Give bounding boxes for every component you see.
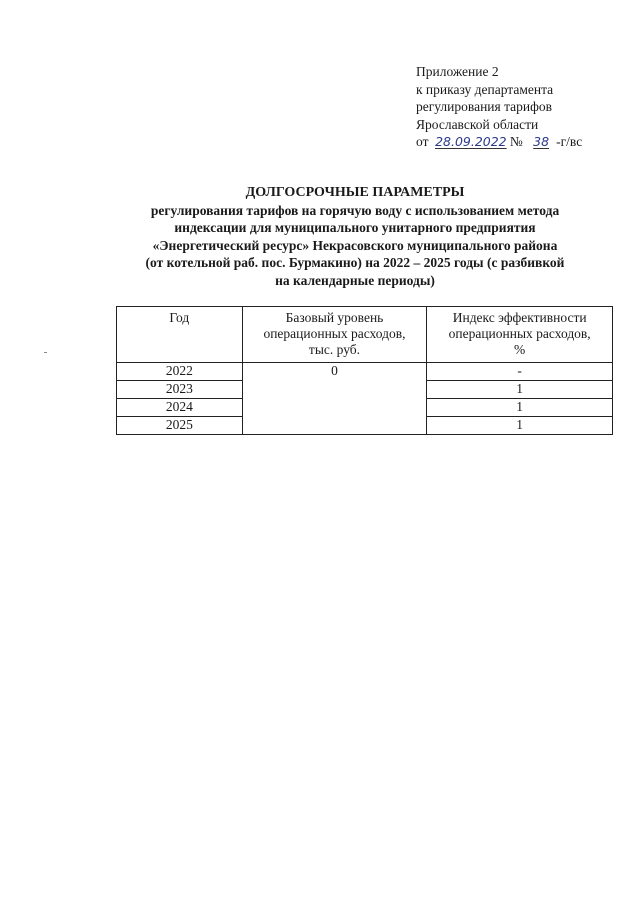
appendix-line-2: к приказу департамента <box>416 81 554 97</box>
title-line-4: (от котельной раб. пос. Бурмакино) на 2022 – 2025 годы (с разбивкой <box>145 255 565 270</box>
handwritten-date: 28.09.2022 <box>435 134 507 149</box>
from-prefix: от <box>416 134 429 149</box>
header-efficiency-index <box>427 307 613 363</box>
title-line-2: индексации для муниципального унитарного предприятия <box>174 220 536 235</box>
header-base-level <box>242 307 427 363</box>
parameters-table <box>116 306 613 435</box>
index-cell: - <box>427 363 613 381</box>
table-row <box>117 363 613 381</box>
scan-speck <box>44 352 47 353</box>
header-base-level-line-3: тыс. руб. <box>308 342 361 357</box>
header-efficiency-line-1: Индекс эффективности <box>452 310 587 325</box>
appendix-line-1: Приложение 2 <box>416 64 499 79</box>
header-year <box>117 307 243 363</box>
title-line-3: «Энергетический ресурс» Некрасовского муниципального района <box>152 237 558 253</box>
appendix-line-4: Ярославской области <box>416 116 539 132</box>
header-year-text: Год <box>169 310 190 325</box>
appendix-header <box>416 63 626 151</box>
table-header-row <box>117 307 613 363</box>
appendix-line-3: регулирования тарифов <box>416 99 553 114</box>
title-line-1: регулирования тарифов на горячую воду с использованием метода <box>150 202 560 218</box>
year-cell: 2024 <box>117 399 243 417</box>
header-base-level-line-2: операционных расходов, <box>263 326 406 341</box>
header-efficiency-line-2: операционных расходов, <box>448 326 591 341</box>
header-efficiency-line-3: % <box>514 342 526 357</box>
title-line-5: на календарные периоды) <box>275 272 435 288</box>
base-level-cell: 0 <box>242 363 427 435</box>
handwritten-number: 38 <box>533 134 550 149</box>
year-cell: 2023 <box>117 381 243 399</box>
year-cell: 2025 <box>117 417 243 435</box>
number-sign: № <box>509 134 523 149</box>
appendix-order-line <box>416 133 626 151</box>
number-suffix: -г/вс <box>556 134 583 149</box>
index-cell: 1 <box>427 399 613 417</box>
document-title <box>95 184 615 289</box>
header-base-level-line-1: Базовый уровень <box>285 310 384 325</box>
index-cell: 1 <box>427 381 613 399</box>
year-cell: 2022 <box>117 363 243 381</box>
title-main: ДОЛГОСРОЧНЫЕ ПАРАМЕТРЫ <box>245 185 465 200</box>
index-cell: 1 <box>427 417 613 435</box>
